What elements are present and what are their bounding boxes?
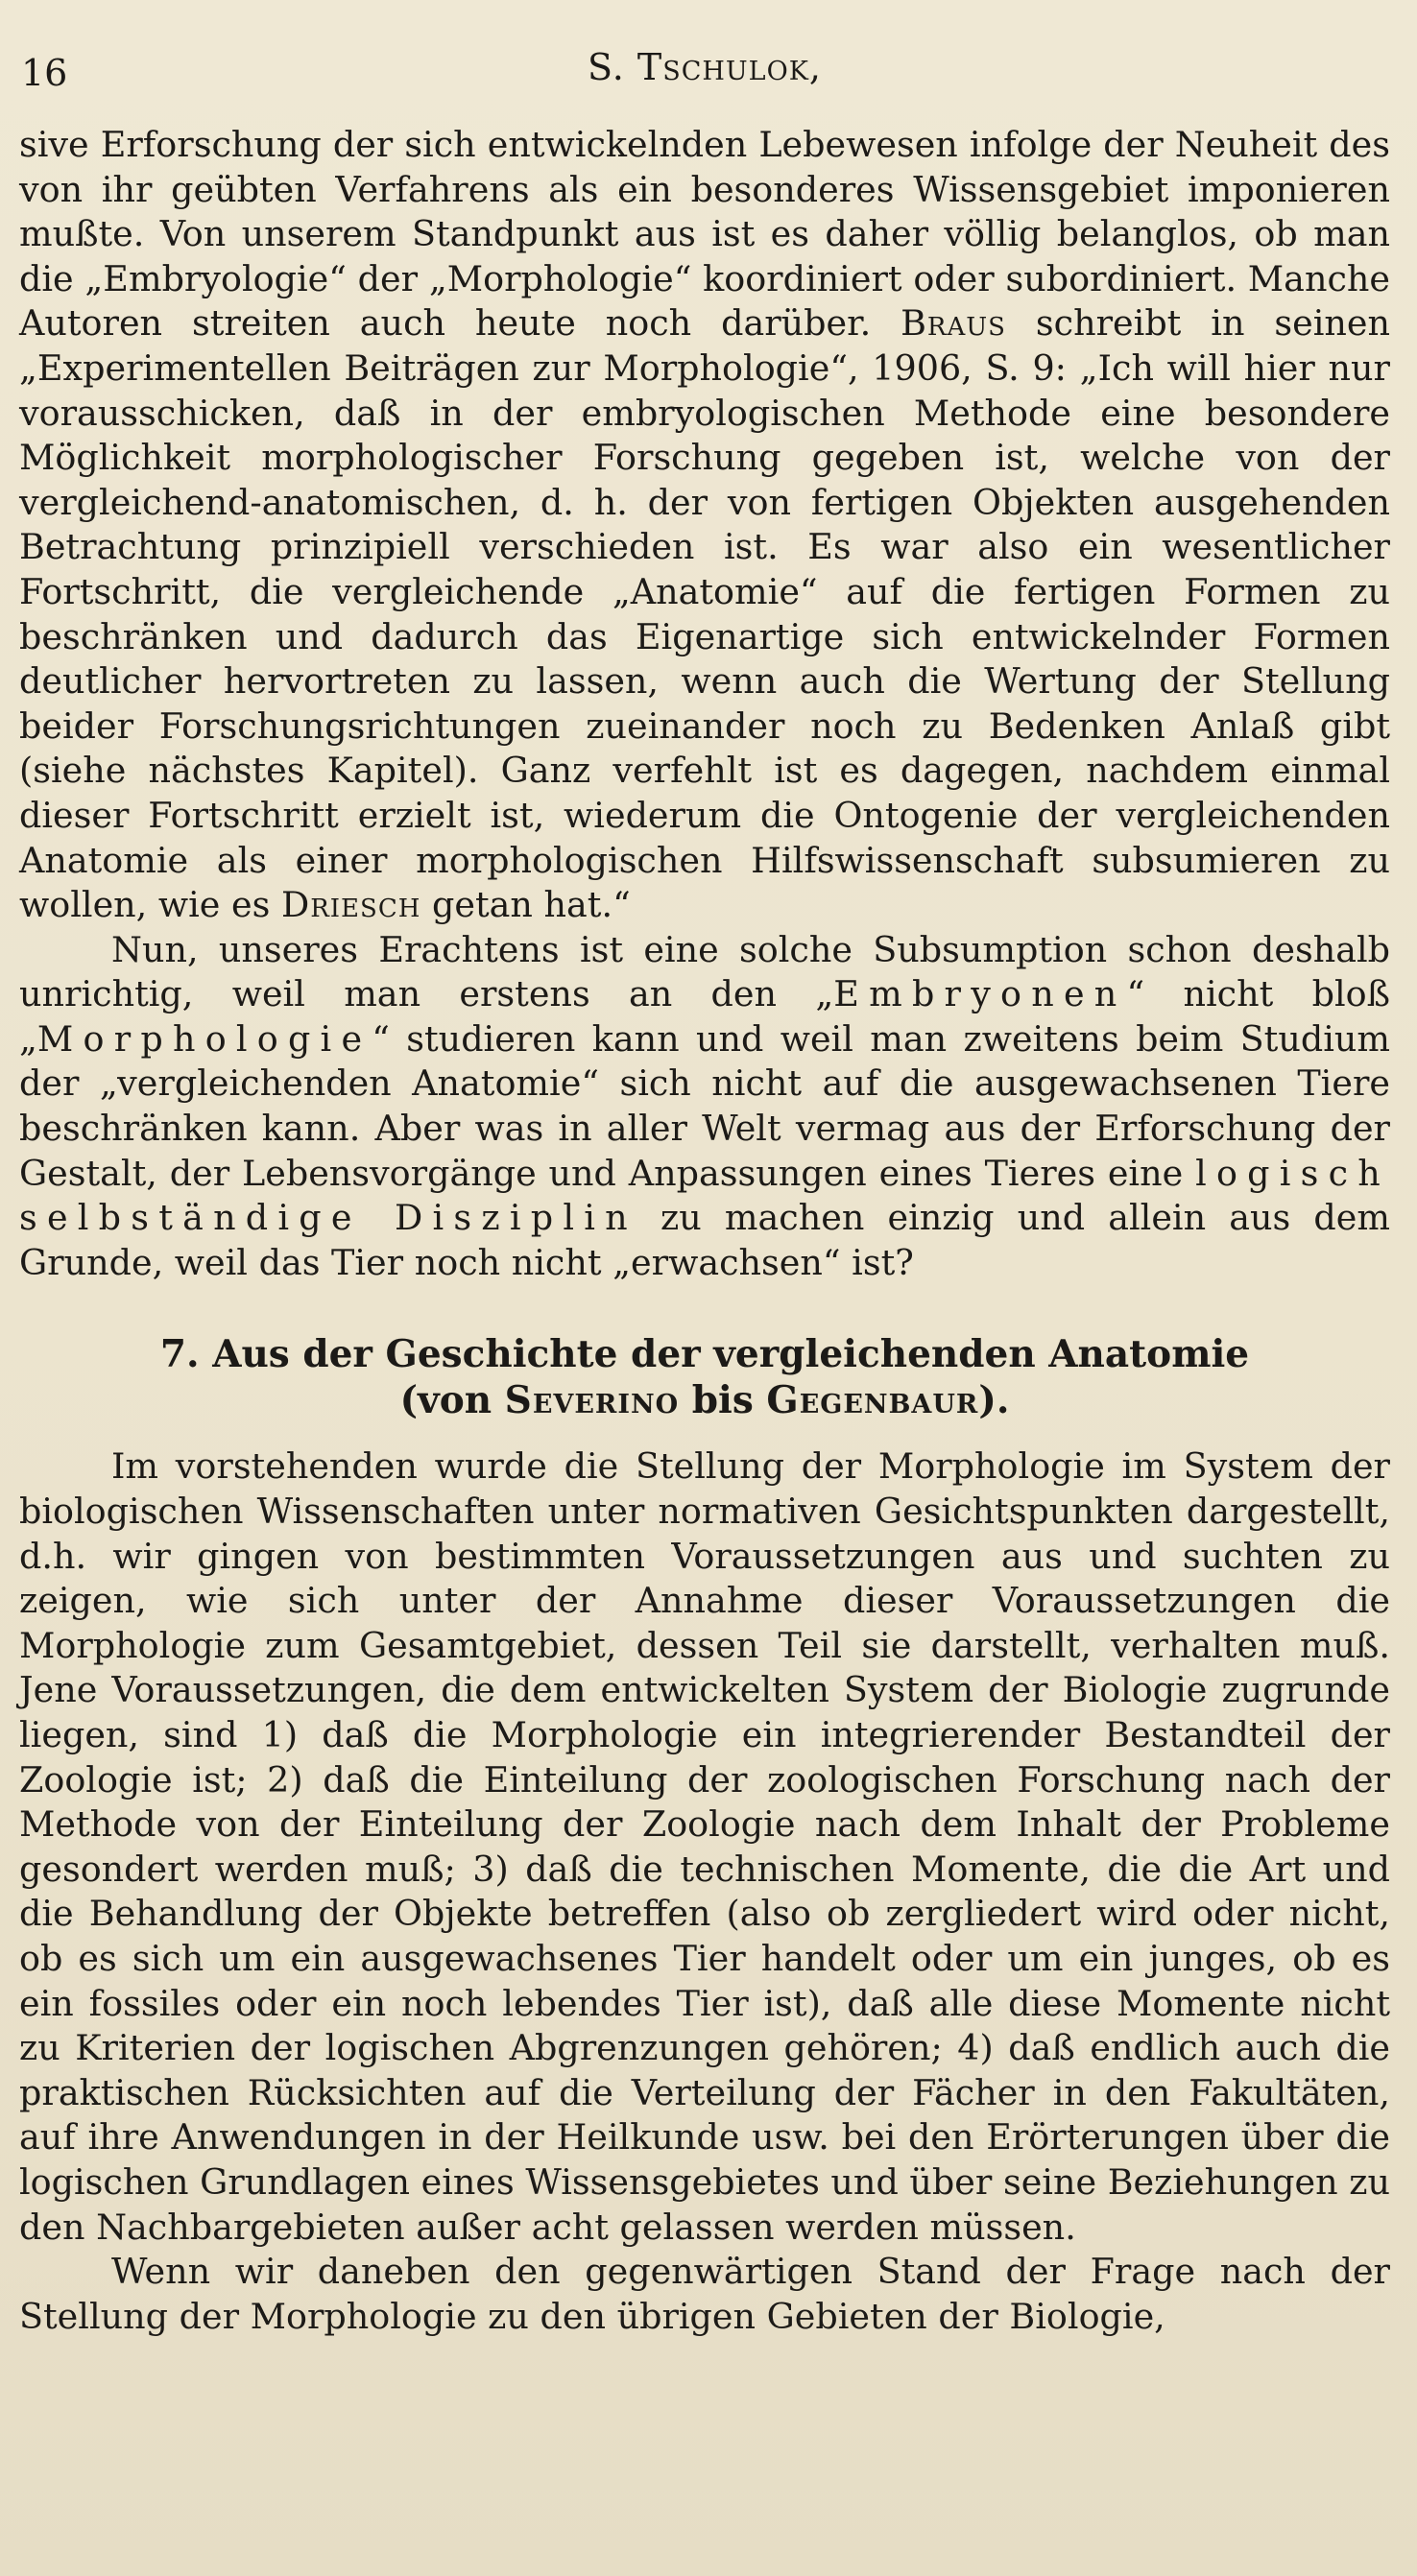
author-name-braus: Braus (901, 302, 1006, 345)
running-head (19, 38, 1390, 96)
text-run: “ studieren kann und weil man zweitens beim Studium der „vergleichenden Anatomie“ sich nicht auf die ausgewachsenen Tiere beschränken kann. Aber was in aller Welt vermag aus der Erforschung der Gestalt, der Lebensvorgänge und Anpassungen eines Tieres eine (19, 1017, 1390, 1194)
author-name-severino: Severino (504, 1378, 680, 1423)
section-heading-line-1: 7. Aus der Geschichte der vergleichenden Anatomie (159, 1332, 1250, 1377)
spaced-term-embryonen: Embryonen (833, 973, 1127, 1015)
text-run: getan hat.“ (420, 884, 631, 926)
author-name-gegenbaur: Gegenbaur (766, 1378, 979, 1423)
section-heading-line-2 (19, 1377, 1390, 1423)
text-run: schreibt in seinen „Experimentellen Beiträgen zur Morphologie“, 1906, S. 9: „Ich will hier nur vorausschicken, daß in der embryologischen Methode eine besondere Möglichkeit morphologischer Forschung gegeben ist, welche von der vergleichend-anatomischen, d. h. der von fertigen Objekten ausgehenden Betrachtung prinzipiell verschieden ist. Es war also ein wesentlicher Fortschritt, die vergleichende „Anatomie“ auf die fertigen Formen zu beschränken und dadurch das Eigenartige sich entwickelnder Formen deutlicher hervortreten zu lassen, wenn auch die Wertung der Stellung beider Forschungsrichtungen zueinander noch zu Bedenken Anlaß gibt (siehe nächstes Kapitel). Ganz verfehlt ist es dagegen, nachdem einmal dieser Fortschritt erzielt ist, wiederum die Ontogenie der vergleichenden Anatomie als einer morphologischen Hilfswissenschaft subsumieren zu wollen, wie es (19, 302, 1390, 926)
spaced-term-morphologie: Morphologie (36, 1017, 372, 1060)
running-title: S. Tschulok, (588, 46, 822, 88)
paragraph-3: Im vorstehenden wurde die Stellung der Morphologie im System der biologischen Wissenschaften unter normativen Gesichtspunkten dargestellt, d.h. wir gingen von bestimmten Voraussetzungen aus und suchten zu zeigen, wie sich unter der Annahme dieser Voraussetzungen die Morphologie zum Gesamtgebiet, dessen Teil sie darstellt, verhalten muß. Jene Voraussetzungen, die dem entwickelten System der Biologie zugrunde liegen, sind 1) daß die Morphologie ein integrierender Bestandteil der Zoologie ist; 2) daß die Einteilung der zoologischen Forschung nach der Methode von der Einteilung der Zoologie nach dem Inhalt der Probleme gesondert werden muß; 3) daß die technischen Momente, die die Art und die Behandlung der Objekte betreffen (also ob zergliedert wird oder nicht, ob es sich um ein ausgewachsenes Tier handelt oder um ein junges, ob es ein fossiles oder ein noch lebendes Tier ist), daß alle diese Momente nicht zu Kriterien der logischen Abgrenzungen gehören; 4) daß endlich auch die praktischen Rücksichten auf die Verteilung der Fächer in den Fakultäten, auf ihre Anwendungen in der Heilkunde usw. bei den Erörterungen über die logischen Grundlagen eines Wissensgebietes und über seine Beziehungen zu den Nachbargebieten außer acht gelassen werden müssen. (19, 1445, 1390, 2248)
spaced-term-disziplin: logisch selbständige Disziplin (19, 1152, 1390, 1239)
section-heading (19, 1331, 1390, 1423)
text-run: (von (399, 1378, 505, 1423)
text-run: sive Erforschung der sich entwickelnden Lebewesen infolge der Neuheit des von ihr geübten Verfahrens als ein besonderes Wissensgebiet imponieren mußte. Von unserem Standpunkt aus ist es daher völlig belanglos, ob man die „Embryologie“ der „Morphologie“ koordiniert oder subordiniert. Manche Autoren streiten auch heute noch darüber. (19, 124, 1390, 345)
paragraph-2 (19, 928, 1390, 1286)
text-run: zu machen einzig und allein aus dem Grunde, weil das Tier noch nicht „erwachsen“ ist? (19, 1197, 1391, 1283)
text-run: ). (978, 1378, 1010, 1423)
author-name-driesch: Driesch (280, 884, 421, 926)
text-run: “ nicht bloß „ (19, 973, 1390, 1060)
body-text (19, 123, 1390, 2339)
text-run: Nun, unseres Erachtens ist eine solche Subsumption schon deshalb unrichtig, weil man erstens an den „ (19, 928, 1390, 1015)
paragraph-1 (19, 123, 1390, 928)
text-run: bis (679, 1378, 767, 1423)
page-number: 16 (21, 52, 68, 94)
paragraph-4: Wenn wir daneben den gegenwärtigen Stand der Frage nach der Stellung der Morphologie zu den übrigen Gebieten der Biologie, (19, 2251, 1390, 2337)
